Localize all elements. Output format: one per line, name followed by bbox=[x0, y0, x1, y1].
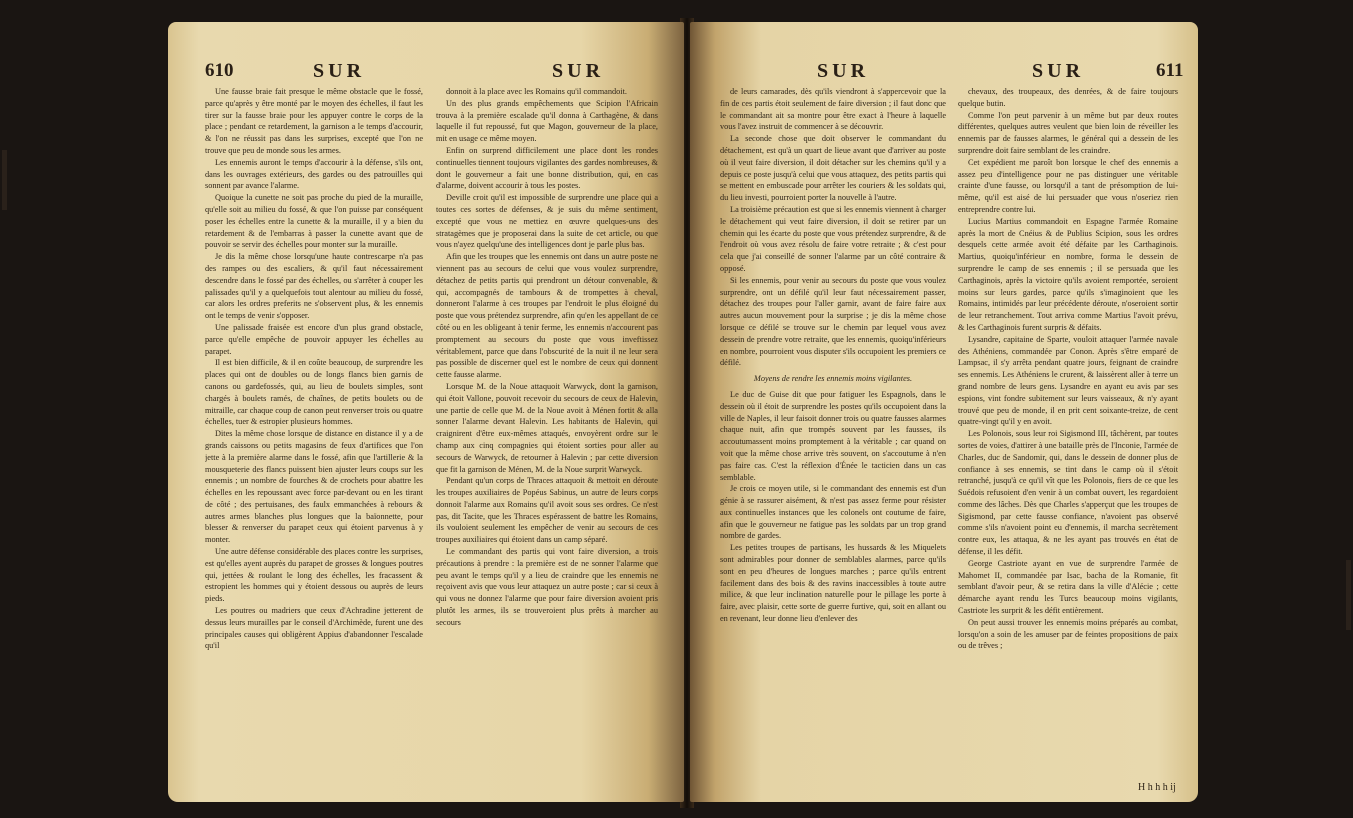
paragraph: Je crois ce moyen utile, si le commandant des ennemis est d'un génie à se rassurer aisément, & n'est pas assez ferme pour résister aux continuelles instances que les colonels ont coutume de faire, afin que le gouverneur ne fatigue pas les soldats par un trop grand nombre de gardes. bbox=[720, 484, 946, 541]
paragraph: Je dis la même chose lorsqu'une haute contrescarpe n'a pas des rampes ou des escaliers, & qu'il faut nécessairement descendre dans le fossé par des échelles, ou s'arrêter à couper les palissades qu'il y a quelquefois tout alentour au milieu du fossé, car alors les ordres preferits ne s'observent plus, & les ennemis ont le temps de venir s'opposer. bbox=[205, 252, 423, 321]
paragraph: Comme l'on peut parvenir à un même but par deux routes différentes, quelques autres veulent que bien loin de réveiller les ennemis par de fausses alarmes, le général qui a dessein de les surprendre doit faire semblant de les craindre. bbox=[958, 110, 1178, 155]
right-page-number: 611 bbox=[1156, 60, 1184, 81]
left-page bbox=[168, 22, 684, 802]
paragraph: Une autre défense considérable des places contre les surprises, est qu'elles ayent auprès du parapet de grosses & longues poutres qui, jettées & roulant le long des échelles, les fracassent & estropient les hommes qui y étoient dessous ou auprès de leurs pieds. bbox=[205, 547, 423, 604]
paragraph: de leurs camarades, dès qu'ils viendront à s'appercevoir que la fin de ces partis étoit seulement de faire diversion ; il faut donc que le commandant ait sa montre pour être exact à l'heure à laquelle vous l'avez instruit de commencer à se découvrir. bbox=[720, 87, 946, 132]
right-column-1 bbox=[720, 86, 946, 802]
paragraph: Lorsque M. de la Noue attaquoit Warwyck, dont la garnison, qui étoit Vallone, pouvoit recevoir du secours de ceux de Halevin, une partie de celle que M. de la Noue avoit à Ménen fortit & alla sonner l'alarme devant Halevin. Les habitants de Halevin, qui craignirent d'être eux-mêmes attaqués, envoyèrent ordre sur le champ aux cinq compagnies qui étoient sorties pour aller au secours de Warwyck, de retourner à Halevin ; par cette diversion que fit la garnison de Ménen, M. de la Noue surprit Warwyck. bbox=[436, 381, 658, 474]
paragraph: Dites la même chose lorsque de distance en distance il y a de grands caissons ou petits magasins de feux d'artifices que l'on jette à la première alarme dans le fossé, afin que l'artillerie & la mousqueterie des flancs puissent bien ajuster leurs coups sur les ennemis ; un nombre de fourches & de crochets pour abattre les échelles en les repoussant avec force par-devant ou en les tirant de côté ; des pertuisanes, des faulx emmanchées à rebours & autres armes blanches plus longues que la baïonnette, pour blesser & renverser du parapet ceux qui étoient parvenus à y monter. bbox=[205, 429, 423, 545]
paragraph: Une fausse braie fait presque le même obstacle que le fossé, parce qu'après y être monté par le moyen des échelles, il faut les tirer sur la fausse braie pour les appuyer contre le corps de la place ; pendant ce retardement, la garnison a le temps d'accourir, & l'on ne réussit pas dans les surprises, excepté que l'on ne trouve que peu de monde sous les armes. bbox=[205, 87, 423, 155]
paragraph: Enfin on surprend difficilement une place dont les rondes continuelles tiennent toujours vigilantes des gardes nombreuses, & dont le gouverneur a fait une bonne distribution, qui, en cas d'alarme, doivent accourir à tous les postes. bbox=[436, 145, 658, 191]
paragraph: Les Polonois, sous leur roi Sigismond III, tâchèrent, par toutes sortes de voies, d'attirer à une bataille près de l'Inconie, l'armée de Charles, duc de Sandomir, qui, dans le dessein de donner plus de confiance à ses ennemis, se tint dans le camp où il s'étoit retranché, jusqu'à ce qu'il vît que les Polonois, fiers de ce que les Suédois refusoient d'en venir à un combat ouvert, les regardoient comme des lâches. Dès que Charles s'apperçut que les troupes de Sigismond, par cette fausse confiance, n'avoient pas observé comme s'ils n'avoient point eu d'ennemis, il marcha secrètement contre eux, les attaqua, & ne les ayant pas trouvés en état de défense, il les défit. bbox=[958, 429, 1178, 557]
left-running-head bbox=[168, 60, 684, 84]
right-clip bbox=[1346, 560, 1351, 630]
right-running-head bbox=[690, 60, 1198, 84]
paragraph: Il est bien difficile, & il en coûte beaucoup, de surprendre les places qui ont de doubles ou de longs flancs bien garnis de canons ou gardefossés, qui, au lieu de boulets simples, sont chargés à boulets ramés, de chaînes, de petits boulets ou de mitraille, car chaque coup de canon peut renverser trois ou quatre échelles, tuer & estropier plusieurs hommes. bbox=[205, 358, 423, 427]
paragraph: Lucius Martius commandoit en Espagne l'armée Romaine après la mort de Cnéius & de Publius Scipion, sous les ordres desquels cette armée avoit été défaite par les Carthaginois. Martius, quoiqu'inférieur en nombre, forma le dessein de surprendre le camp de ses ennemis ; il se persuada que les Carthaginois, après la victoire qu'ils avoient remportée, seroient moins sur leurs gardes, parce qu'ils s'imaginoient que les Romains, intimidés par leur précédente déroute, n'oseroient sortir de leur retranchement. Tout arriva comme Martius l'avoit prévu, & les Carthaginois furent surpris & défaits. bbox=[958, 216, 1178, 332]
left-column-1 bbox=[205, 86, 423, 802]
left-clip bbox=[2, 150, 7, 210]
right-column-2 bbox=[958, 86, 1178, 802]
right-running-title-2: SUR bbox=[1032, 60, 1085, 82]
paragraph: Pendant qu'un corps de Thraces attaquoit & mettoit en déroute les troupes auxiliaires de Popéus Sabinus, un autre de leurs corps donnoit l'alarme aux Romains qu'il avoit sous ses ordres. Ce n'est pas, dit Tacite, que les Thraces espérassent de battre les Romains, ils vouloient seulement les empêcher de venir au secours de ces troupes auxiliaires qui étoient dans un camp séparé. bbox=[436, 476, 658, 545]
left-running-title-1: SUR bbox=[313, 60, 366, 82]
left-column-2 bbox=[436, 86, 658, 802]
paragraph: Lysandre, capitaine de Sparte, vouloit attaquer l'armée navale des Athéniens, commandée par Conon. Après s'être emparé de Lampsac, il s'y arrêta pendant quatre jours, feignant de craindre ses ennemis. Les Athéniens le crurent, & laissèrent aller à terre un grand nombre de leurs gens. Lysandre en ayant eu avis par ses espions, vint fondre subitement sur leurs vaisseaux, & n'y ayant trouvé que peu de monde, il en prit cent soixante-treize, de cent quatre-vingt qu'il y en avoit. bbox=[958, 334, 1178, 427]
paragraph: Les petites troupes de partisans, les hussards & les Miquelets sont admirables pour donner de semblables alarmes, parce qu'ils sont en peu d'heures de longues marches ; parce qu'ils entrent facilement dans des bois & des ravins inaccessibles à toute autre milice, & que leur inclination naturelle pour le pillage les porte à faire, avec plaisir, cette sorte de guerre furtive, qui, soit en allant ou en revenant, leur donne lieu d'enlever des bbox=[720, 543, 946, 624]
paragraph: chevaux, des troupeaux, des denrées, & de faire toujours quelque butin. bbox=[958, 87, 1178, 108]
paragraph: Une palissade fraisée est encore d'un plus grand obstacle, parce qu'elle empêche de pouvoir appuyer les échelles au parapet. bbox=[205, 322, 423, 356]
right-page bbox=[690, 22, 1198, 802]
paragraph: Si les ennemis, pour venir au secours du poste que vous voulez surprendre, ont un défilé qu'il leur faut nécessairement passer, détachez des troupes pour l'aller garnir, avant de faire faire aux autres aucun mouvement pour la surprise ; je dis la même chose lorsque ce défilé se trouve sur le chemin par lequel vous avez dessein de prendre votre retraite, que les ennemis, quoiqu'inférieurs en nombre, pourroient vous disputer s'ils occupoient les premiers ce défilé. bbox=[720, 275, 946, 368]
paragraph: Deville croit qu'il est impossible de surprendre une place qui a toutes ces sortes de défenses, & je suis du même sentiment, excepté que vous ne mettiez en œuvre quelques-uns des stratagèmes que je proposerai dans la suite de cet article, ou que vous n'ayez quelqu'une des intelligences dont je parle plus bas. bbox=[436, 193, 658, 250]
paragraph: La troisième précaution est que si les ennemis viennent à charger le détachement qui veut faire diversion, il doit se retirer par un chemin qui les écarte du poste que vous prétendez surprendre, & de l'endroit où vous avez résolu de faire votre retraite ; & c'est pour cela que j'ai conseillé de sonner l'alarme par un côté contraire & opposé. bbox=[720, 204, 946, 273]
paragraph: George Castriote ayant en vue de surprendre l'armée de Mahomet II, commandée par Isac, bacha de la Romanie, fit semblant d'avoir peur, & se retira dans la ville d'Alécie ; cette démarche ayant rendu les Turcs beaucoup moins vigilants, Castriote les surprit & les défit entièrement. bbox=[958, 558, 1178, 616]
left-page-number: 610 bbox=[205, 60, 234, 81]
signature-mark: H h h h ij bbox=[1138, 782, 1176, 793]
left-running-title-2: SUR bbox=[552, 60, 605, 82]
paragraph: donnoit à la place avec les Romains qu'il commandoit. bbox=[446, 87, 627, 96]
paragraph: Les poutres ou madriers que ceux d'Achradine jetterent de dessus leurs murailles par le conseil d'Archimède, furent une des principales causes qui obligèrent Appius d'abandonner l'escalade qu'il bbox=[205, 606, 423, 651]
paragraph: La seconde chose que doit observer le commandant du détachement, est qu'à un quart de lieue avant que d'arriver au poste où il veut faire diversion, il doit détacher sur les chemins qu'il y a depuis ce poste jusqu'à celui que vous attaquez, des petits partis qui se mettent en embuscade pour arrêter les couriers & les soldats qui, du lieu investi, pourroient porter la nouvelle à l'autre. bbox=[720, 134, 946, 203]
paragraph: Quoique la cunette ne soit pas proche du pied de la muraille, qu'elle soit au milieu du fossé, & que l'on puisse par conséquent poser les échelles entre la cunette & la muraille, il y a bien du retardement & de l'embarras à passer la cunette avant que de pouvoir se servir des échelles pour monter sur la muraille. bbox=[205, 193, 423, 250]
paragraph: On peut aussi trouver les ennemis moins préparés au combat, lorsqu'on a soin de les amuser par de feintes propositions de paix ou de trêves ; bbox=[958, 617, 1178, 651]
section-subtitle: Moyens de rendre les ennemis moins vigilantes. bbox=[753, 374, 913, 384]
paragraph: Un des plus grands empêchements que Scipion l'Africain trouva à la première escalade qu'il donna à Carthagène, & dans laquelle il fut repoussé, fut que Magon, gouverneur de la place, mit en usage ce même moyen. bbox=[436, 98, 658, 144]
right-running-title-1: SUR bbox=[817, 60, 870, 82]
paragraph: Afin que les troupes que les ennemis ont dans un autre poste ne viennent pas au secours de celui que vous voulez surprendre, détachez de petits partis qui prendront un détour convenable, & qui, accompagnés de tambours & de trompettes à cheval, donneront l'alarme à ces troupes par l'endroit le plus éloigné du poste que vous prétendez surprendre, afin qu'en les appellant de ce côté ou en les obligeant à tenir ferme, les ennemis n'accourent pas promptement au secours du poste que vous inveftissez véritablement, parce que dans l'obscurité de la nuit il ne leur sera pas possible de discerner quel est le nombre de ceux qui donnent cette fausse alarme. bbox=[436, 252, 658, 380]
paragraph: Cet expédient me paroît bon lorsque le chef des ennemis a assez peu d'intelligence pour ne pas distinguer une véritable crainte d'une fausse, ou lorsqu'il a tant de présomption de lui-même, qu'il est aisé de lui persuader que vous n'oseriez rien entreprendre contre lui. bbox=[958, 157, 1178, 214]
paragraph: Les ennemis auront le temps d'accourir à la défense, s'ils ont, dans les ouvrages extérieurs, des gardes ou des patrouilles qui sonnent par avance l'alarme. bbox=[205, 157, 423, 191]
paragraph: Le commandant des partis qui vont faire diversion, a trois précautions à prendre : la première est de ne sonner l'alarme que peu avant le temps qu'il y a lieu de craindre que les ennemis ne reçoivent avis que vous leur attaquez un autre poste ; car si ceux à qui vous ne donnez l'alarme que pour faire diversion avoient pris plutôt les armes, ils se trouveroient plus prêts à marcher au secours bbox=[436, 547, 658, 627]
paragraph: Le duc de Guise dit que pour fatiguer les Espagnols, dans le dessein où il étoit de surprendre les postes qu'ils occupoient dans la ville de Naples, il leur faisoit donner trois ou quatre fausses alarmes chaque nuit, afin que trompés souvent par les fausses, ils accoutumassent moins promptement à la véritable ; car quand on voit que la même chose arrive très souvent, on s'accoutume à n'en pas faire cas. C'est la réflexion d'Énée le tacticien dans un cas semblable. bbox=[720, 389, 946, 482]
